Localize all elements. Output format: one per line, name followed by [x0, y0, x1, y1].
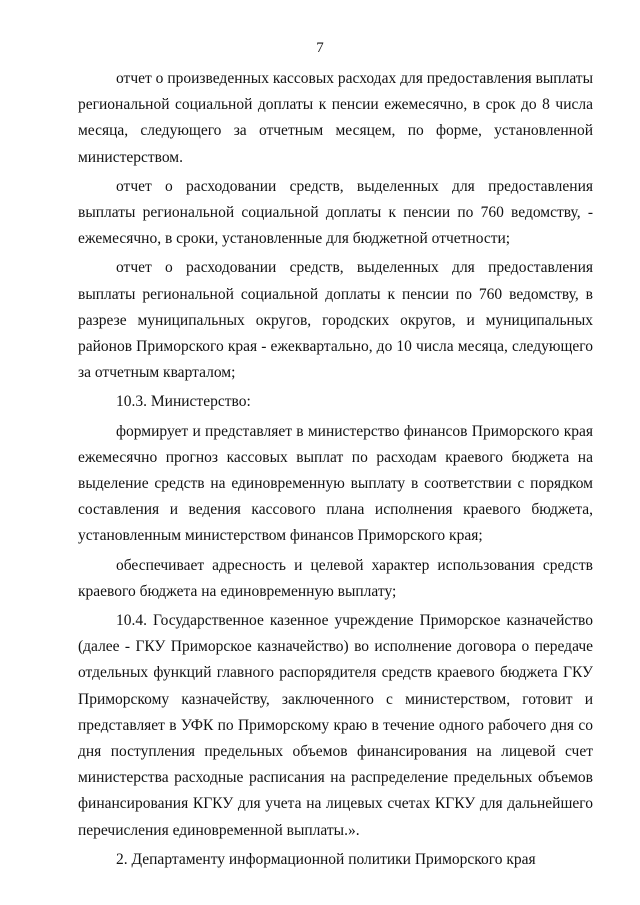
paragraph-spending-report-municipal: отчет о расходовании средств, выделенных для предоставления выплаты региональной социальной доплаты к пенсии по 760 ведомству, в разрезе муниципальных округов, городских округов, и муниципальных районов Приморского края - ежеквартально, до 10 числа месяца, следующего за отчетным кварталом;	[78, 259, 593, 382]
paragraph-targeting: обеспечивает адресность и целевой характер использования средств краевого бюджета на единовременную выплату;	[78, 556, 593, 600]
document-body	[78, 66, 593, 873]
paragraph-department: 2. Департаменту информационной политики Приморского края	[116, 850, 536, 868]
paragraph-cash-expense-report: отчет о произведенных кассовых расходах для предоставления выплаты региональной социальной доплаты к пенсии ежемесячно, в срок до 8 числа месяца, следующего за отчетным месяцем, по форме, установленной министерством.	[78, 70, 593, 166]
paragraph-spending-report-760: отчет о расходовании средств, выделенных для предоставления выплаты региональной социальной доплаты к пенсии по 760 ведомству, - ежемесячно, в сроки, установленные для бюджетной отчетности;	[78, 177, 593, 248]
paragraph-ministry-heading: 10.3. Министерство:	[116, 393, 251, 411]
paragraph-forecast: формирует и представляет в министерство финансов Приморского края ежемесячно прогноз кассовых выплат по расходам краевого бюджета на выделение средств на единовременную выплату в соответствии с порядком составления и ведения кассового плана исполнения краевого бюджета, установленным министерством финансов Приморского края;	[78, 422, 593, 545]
paragraph-treasury: 10.4. Государственное казенное учреждение Приморское казначейство (далее - ГКУ Приморское казначейство) во исполнение договора о передаче отдельных функций главного распорядителя средств краевого бюджета ГКУ Приморскому казначейству, заключенного с министерством, готовит и представляет в УФК по Приморскому краю в течение одного рабочего дня со дня поступления предельных объемов финансирования на лицевой счет министерства расходные расписания на распределение предельных объемов финансирования КГКУ для учета на лицевых счетах КГКУ для дальнейшего перечисления единовременной выплаты.».	[78, 612, 593, 839]
page-number: 7	[316, 40, 324, 56]
